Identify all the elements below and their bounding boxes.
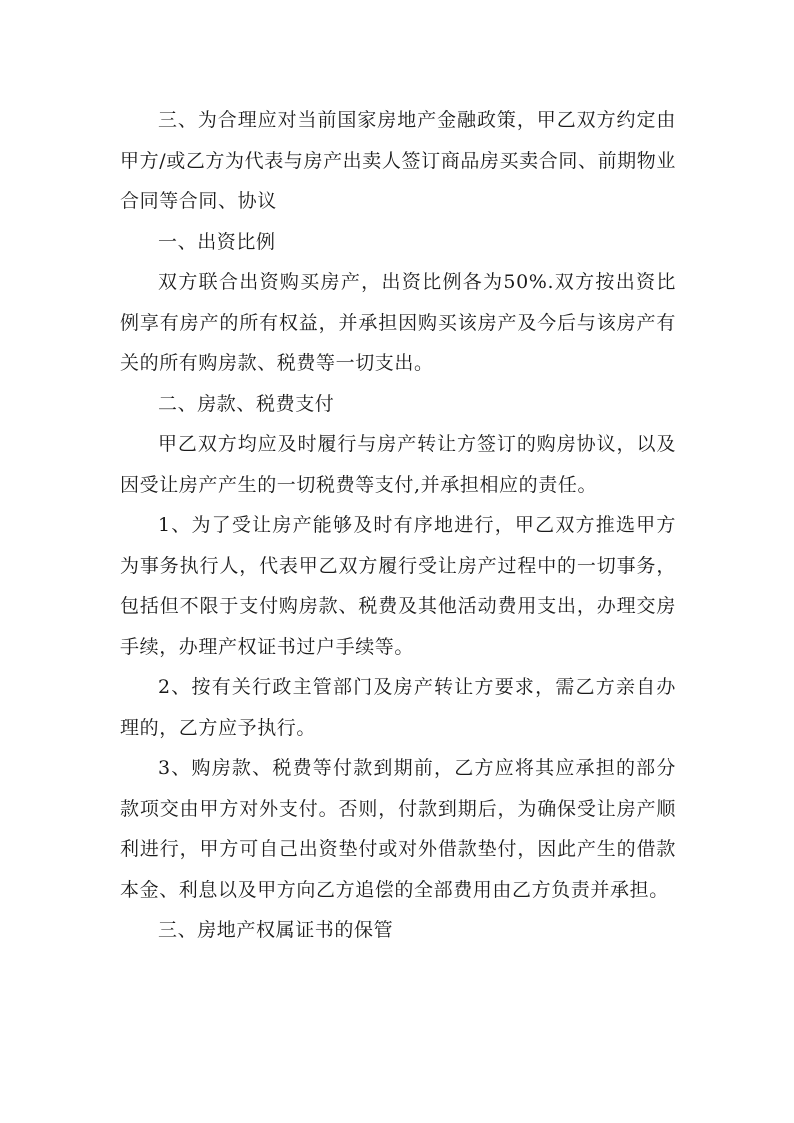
clause-1: 1、为了受让房产能够及时有序地进行，甲乙双方推选甲方为事务执行人，代表甲乙双方履行受让房产过程中的一切事务，包括但不限于支付购房款、税费及其他活动费用支出，办理交房手续，办理产权证书过户手续等。: [120, 514, 676, 658]
clause-2: 2、按有关行政主管部门及房产转让方要求，需乙方亲自办理的，乙方应予执行。: [120, 676, 676, 739]
heading-payment: 二、房款、税费支付: [158, 392, 335, 415]
paragraph-contribution-ratio: 双方联合出资购买房产，出资比例各为50%.双方按出资比例享有房产的所有权益，并承担因购买该房产及今后与该房产有关的所有购房款、税费等一切支出。: [120, 271, 676, 374]
heading-contribution-ratio: 一、出资比例: [158, 230, 276, 253]
clause-3: 3、购房款、税费等付款到期前，乙方应将其应承担的部分款项交由甲方对外支付。否则，付款到期后，为确保受让房产顺利进行，甲方可自己出资垫付或对外借款垫付，因此产生的借款本金、利息以及甲方向乙方追偿的全部费用由乙方负责并承担。: [120, 757, 676, 901]
document-body: [120, 100, 676, 951]
paragraph-payment: 甲乙双方均应及时履行与房产转让方签订的购房协议，以及因受让房产产生的一切税费等支付,并承担相应的责任。: [120, 433, 676, 496]
paragraph-section-three-intro: 三、为合理应对当前国家房地产金融政策，甲乙双方约定由甲方/或乙方为代表与房产出卖人签订商品房买卖合同、前期物业合同等合同、协议: [120, 109, 676, 212]
heading-certificate-custody: 三、房地产权属证书的保管: [158, 919, 394, 941]
